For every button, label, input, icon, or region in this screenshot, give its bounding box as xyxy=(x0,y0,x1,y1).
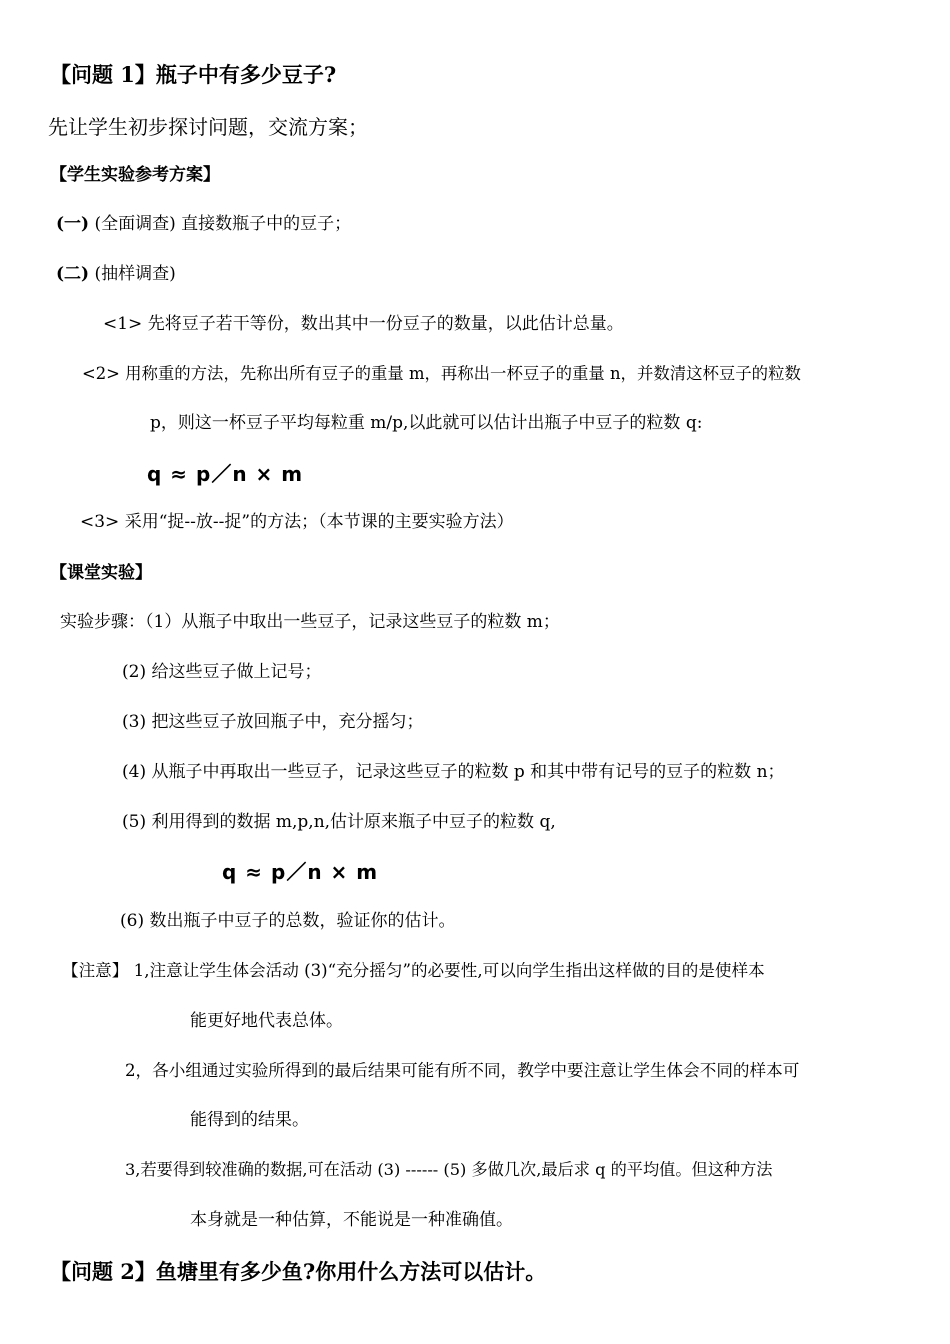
formula-1: q ≈ p／n × m xyxy=(147,462,304,486)
method-3: <3> 采用“捉--放--捉”的方法；（本节课的主要实验方法） xyxy=(80,512,514,532)
step-5: (5) 利用得到的数据 m,p,n,估计原来瓶子中豆子的粒数 q, xyxy=(122,812,556,832)
plan-item-two-text: (抽样调查) xyxy=(94,264,176,284)
problem1-title: 【问题 1】瓶子中有多少豆子? xyxy=(50,62,337,87)
step-3: (3) 把这些豆子放回瓶子中，充分摇匀； xyxy=(122,712,424,732)
note-3-line-2: 本身就是一种估算，不能说是一种准确值。 xyxy=(190,1210,513,1230)
note-3-line-1: 3,若要得到较准确的数据,可在活动 (3) ------ (5) 多做几次,最后求 q 的平均值。但这种方法 xyxy=(125,1160,773,1179)
formula-2: q ≈ p／n × m xyxy=(222,860,379,884)
note-1-line-2: 能更好地代表总体。 xyxy=(190,1011,343,1031)
plan-item-one-label: (一) xyxy=(56,214,90,234)
experiment-heading: 【课堂实验】 xyxy=(50,563,152,583)
method-1: <1> 先将豆子若干等份，数出其中一份豆子的数量，以此估计总量。 xyxy=(103,314,624,334)
step-1: 实验步骤：（1）从瓶子中取出一些豆子，记录这些豆子的粒数 m； xyxy=(60,612,560,632)
plan-item-two-label: (二) xyxy=(56,264,90,284)
note-2-line-2: 能得到的结果。 xyxy=(190,1110,309,1130)
problem2-title: 【问题 2】鱼塘里有多少鱼?你用什么方法可以估计。 xyxy=(50,1259,547,1284)
method-2-line-2: p，则这一杯豆子平均每粒重 m/p,以此就可以估计出瓶子中豆子的粒数 q: xyxy=(150,413,703,433)
step-4: (4) 从瓶子中再取出一些豆子，记录这些豆子的粒数 p 和其中带有记号的豆子的粒数 n； xyxy=(122,762,785,782)
method-2-line-1: <2> 用称重的方法，先称出所有豆子的重量 m，再称出一杯豆子的重量 n，并数清这杯豆子的粒数 xyxy=(82,364,801,383)
plan-item-one xyxy=(56,216,351,233)
note-1-line-1: 【注意】 1,注意让学生体会活动 (3)“充分摇匀”的必要性,可以向学生指出这样做的目的是使样本 xyxy=(62,961,765,980)
step-6: (6) 数出瓶子中豆子的总数，验证你的估计。 xyxy=(120,911,456,931)
plan-item-one-text: (全面调查) 直接数瓶子中的豆子； xyxy=(94,214,352,234)
intro-text: 先让学生初步探讨问题，交流方案； xyxy=(48,115,368,139)
plan-heading: 【学生实验参考方案】 xyxy=(50,165,220,185)
plan-item-two xyxy=(56,266,176,283)
note-2-line-1: 2，各小组通过实验所得到的最后结果可能有所不同，教学中要注意让学生体会不同的样本可 xyxy=(125,1061,800,1080)
step-2: (2) 给这些豆子做上记号； xyxy=(122,662,322,682)
